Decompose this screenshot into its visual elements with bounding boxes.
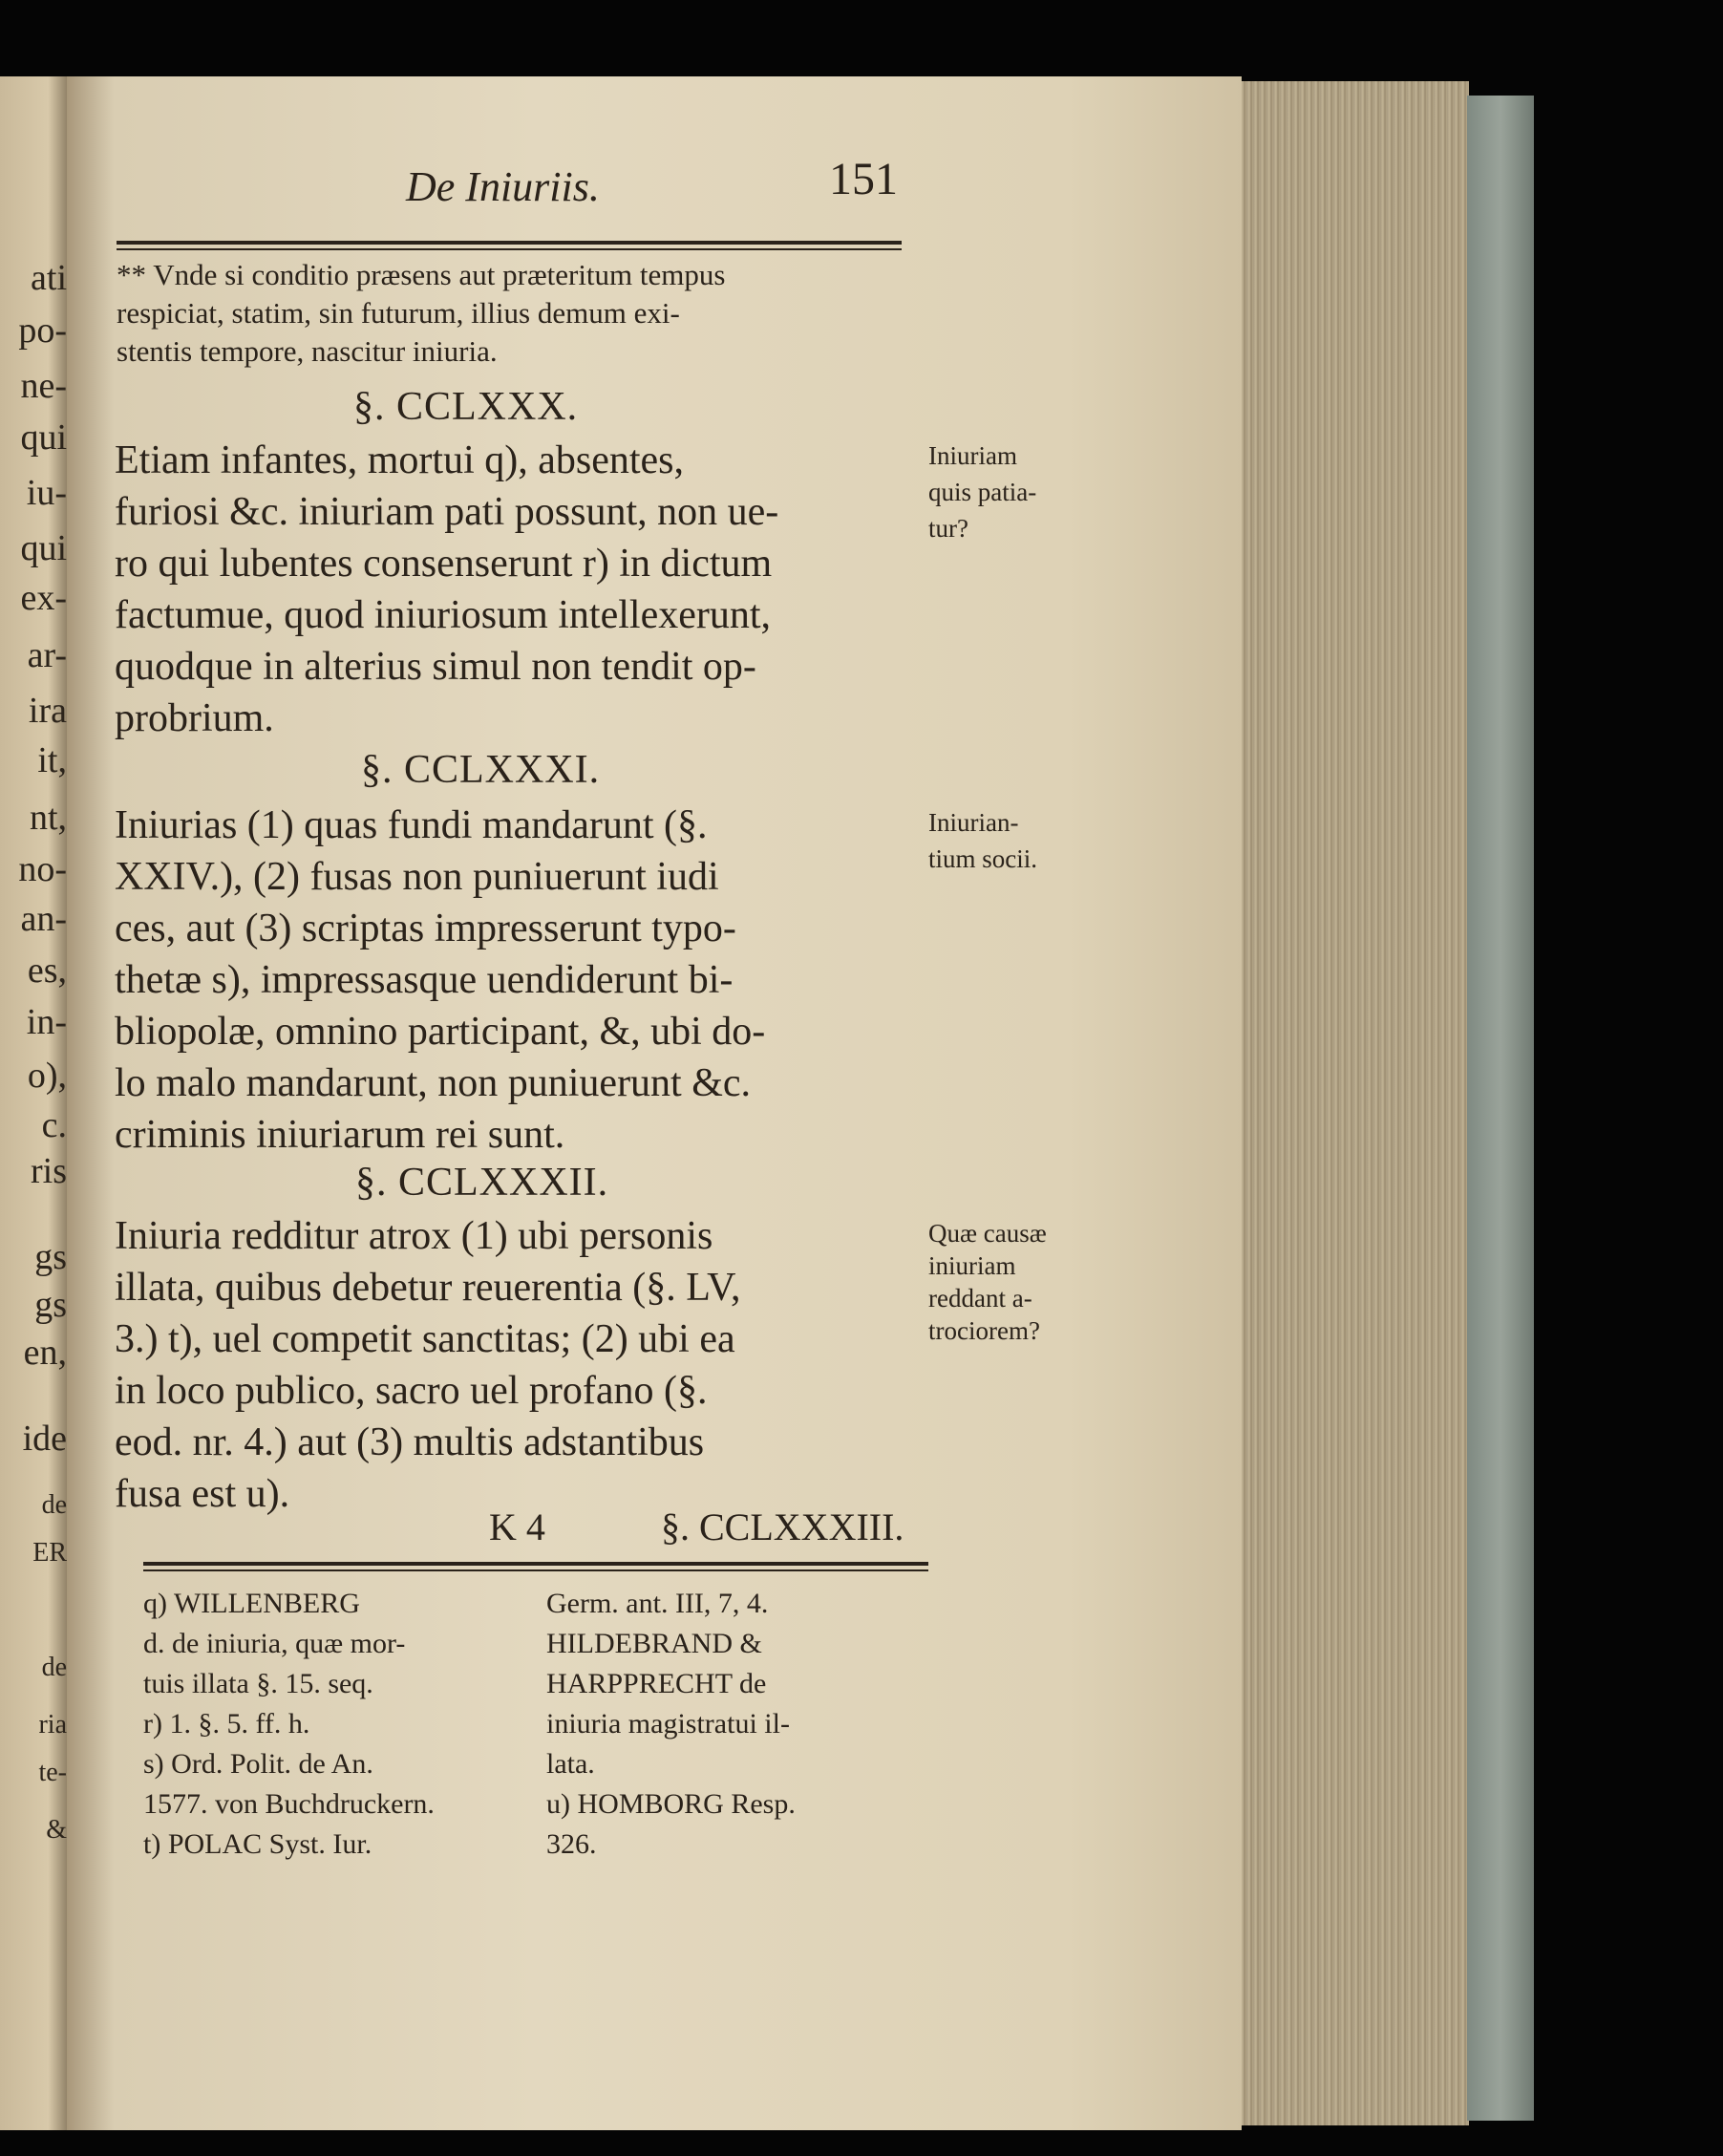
margin-note: Iniuriam [928, 441, 1017, 470]
note-line: respiciat, statim, sin futurum, illius demum exi- [117, 296, 680, 330]
body-line: ro qui lubentes consenserunt r) in dictum [115, 542, 773, 586]
footnote-rule-thin [143, 1569, 928, 1571]
left-page-fragment: ris [31, 1151, 67, 1191]
left-page-fragment: ria [38, 1710, 67, 1740]
left-page-fragment: ER [32, 1538, 67, 1568]
left-page-fragment: ati [31, 258, 67, 298]
running-title: De Iniuriis. [406, 163, 600, 210]
note-line: stentis tempore, nascitur iniuria. [117, 334, 498, 368]
left-page-fragment: o), [27, 1056, 67, 1096]
margin-note: Quæ causæ [928, 1219, 1047, 1248]
left-page-fragment: ex- [20, 578, 67, 618]
left-page-fragment: ide [22, 1419, 67, 1459]
left-page-fragment: te- [38, 1758, 67, 1787]
body-line: factumue, quod iniuriosum intellexerunt, [115, 593, 772, 637]
margin-note: Iniurian- [928, 808, 1019, 837]
margin-note: tium socii. [928, 844, 1037, 873]
body-line: in loco publico, sacro uel profano (§. [115, 1369, 708, 1413]
footnote-line: Germ. ant. III, 7, 4. [546, 1588, 769, 1619]
signature-mark: K 4 [489, 1505, 545, 1548]
section-heading: §. CCLXXXI. [361, 748, 601, 792]
footnote-line: u) HOMBORG Resp. [546, 1788, 796, 1820]
body-line: Iniurias (1) quas fundi mandarunt (§. [115, 803, 708, 847]
footnote-line: q) WILLENBERG [143, 1588, 360, 1619]
body-line: Iniuria redditur atrox (1) ubi personis [115, 1214, 713, 1258]
left-page-fragment: nt, [29, 798, 67, 838]
left-page-fragment: an- [20, 899, 67, 939]
margin-note: trociorem? [928, 1316, 1040, 1345]
left-page-fragment: ne- [20, 366, 67, 406]
header-rule-thin [117, 248, 902, 250]
footnote-line: 1577. von Buchdruckern. [143, 1788, 435, 1820]
left-page-fragment: no- [18, 849, 67, 889]
book-cover [1467, 96, 1534, 2121]
footnote-line: lata. [546, 1748, 595, 1780]
left-page-fragment: qui [20, 528, 67, 568]
footnote-line: tuis illata §. 15. seq. [143, 1668, 373, 1699]
section-heading: §. CCLXXX. [353, 385, 579, 429]
left-page-fragment: es, [27, 950, 67, 991]
left-page-fragment: iu- [26, 473, 67, 513]
footnote-line: HILDEBRAND & [546, 1628, 762, 1659]
body-line: quodque in alterius simul non tendit op- [115, 645, 756, 689]
body-line: thetæ s), impressasque uendiderunt bi- [115, 958, 734, 1002]
left-page-fragment: ira [28, 691, 67, 731]
body-line: Etiam infantes, mortui q), absentes, [115, 438, 685, 482]
margin-note: reddant a- [928, 1284, 1032, 1313]
left-page-fragment: po- [18, 310, 67, 351]
left-page-fragment: qui [20, 417, 67, 458]
body-line: bliopolæ, omnino participant, &, ubi do- [115, 1010, 766, 1054]
body-line: ces, aut (3) scriptas impresserunt typo- [115, 907, 736, 950]
footnote-line: d. de iniuria, quæ mor- [143, 1628, 406, 1659]
catchword: §. CCLXXXIII. [661, 1505, 904, 1548]
left-page-fragment: de [41, 1653, 67, 1682]
footnote-line: 326. [546, 1828, 597, 1860]
footnote-line: r) 1. §. 5. ff. h. [143, 1708, 310, 1740]
body-line: fusa est u). [115, 1472, 290, 1516]
page-edges [1240, 81, 1469, 2125]
section-heading: §. CCLXXXII. [355, 1161, 609, 1205]
left-page-fragment: en, [23, 1333, 67, 1373]
body-line: lo malo mandarunt, non puniuerunt &c. [115, 1061, 752, 1105]
footnote-rule [143, 1562, 928, 1566]
body-line: furiosi &c. iniuriam pati possunt, non ue- [115, 490, 779, 534]
footnote-line: HARPPRECHT de [546, 1668, 767, 1699]
left-page-fragment: gs [34, 1285, 67, 1325]
margin-note: iniuriam [928, 1251, 1016, 1280]
left-page-fragment: it, [37, 740, 67, 780]
body-line: criminis iniuriarum rei sunt. [115, 1113, 565, 1157]
footnote-line: s) Ord. Polit. de An. [143, 1748, 373, 1780]
left-page-fragment: ar- [27, 635, 67, 675]
body-line: 3.) t), uel competit sanctitas; (2) ubi ea [115, 1317, 735, 1361]
header-rule [117, 241, 902, 245]
left-page-fragment: gs [34, 1237, 67, 1277]
footnote-line: iniuria magistratui il- [546, 1708, 790, 1740]
body-line: illata, quibus debetur reuerentia (§. LV, [115, 1266, 741, 1310]
body-line: eod. nr. 4.) aut (3) multis adstantibus [115, 1420, 705, 1464]
footnote-line: t) POLAC Syst. Iur. [143, 1828, 372, 1860]
page-number: 151 [829, 154, 898, 204]
body-line: probrium. [115, 696, 274, 740]
left-page-fragment: c. [41, 1105, 67, 1145]
margin-note: quis patia- [928, 478, 1037, 506]
left-page-fragment: de [41, 1490, 67, 1520]
note-line: ** Vnde si conditio præsens aut præteritum tempus [117, 258, 726, 291]
left-page-fragment: & [46, 1815, 67, 1845]
body-line: XXIV.), (2) fusas non puniuerunt iudi [115, 855, 719, 899]
left-page-fragment: in- [26, 1002, 67, 1042]
margin-note: tur? [928, 514, 968, 543]
